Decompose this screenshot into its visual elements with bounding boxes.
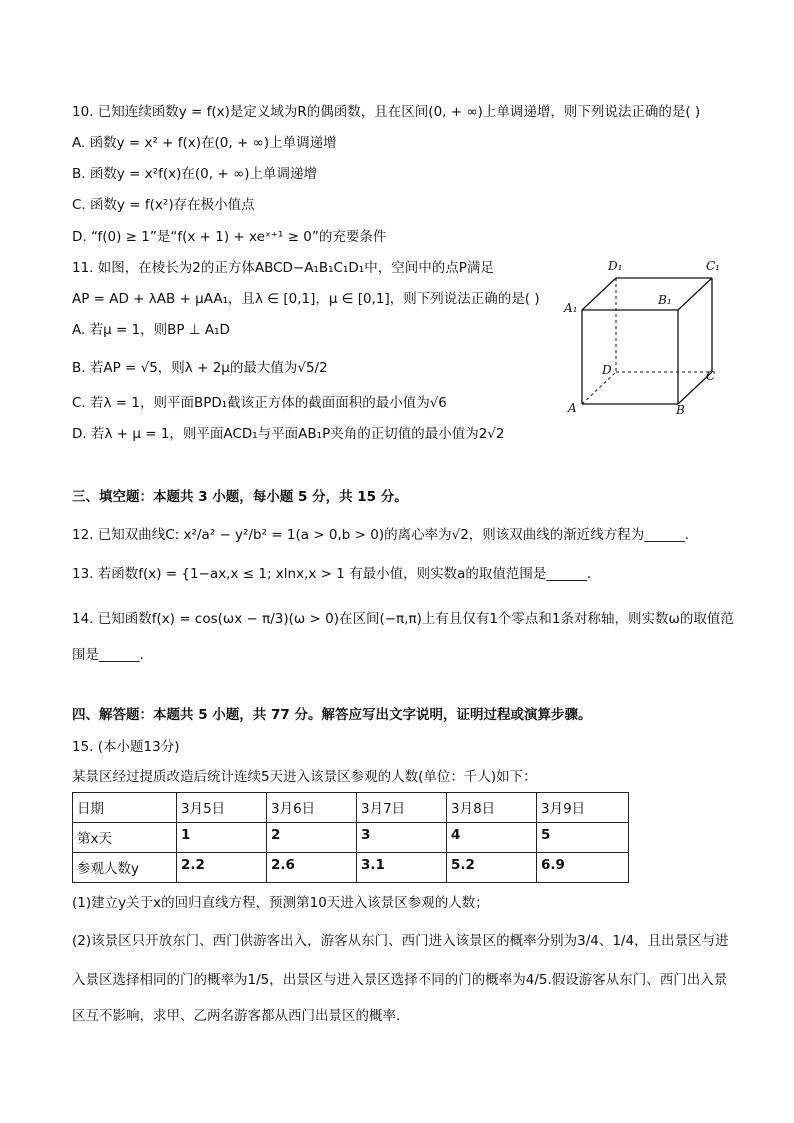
table-cell: 日期 bbox=[73, 793, 177, 823]
table-cell: 4 bbox=[447, 823, 537, 853]
q11-stem-line2: AP = AD + λAB + μAA₁，且λ ∈ [0,1]，μ ∈ [0,1]，则下列说法正确的是( ) bbox=[72, 291, 540, 307]
q13: 13. 若函数f(x) = {1−ax,x ≤ 1; xlnx,x > 1 有最小值，则实数a的取值范围是______. bbox=[72, 566, 592, 582]
q15-intro: 某景区经过提质改造后统计连续5天进入该景区参观的人数(单位：千人)如下： bbox=[72, 769, 537, 785]
table-cell: 5.2 bbox=[447, 853, 537, 883]
table-cell: 2 bbox=[267, 823, 357, 853]
section3-heading: 三、填空题：本题共 3 小题，每小题 5 分，共 15 分。 bbox=[72, 489, 408, 505]
table-cell: 5 bbox=[537, 823, 629, 853]
q10-option-c: C. 函数y = f(x²)存在极小值点 bbox=[72, 197, 255, 213]
q15-part2-line3: 区互不影响，求甲、乙两名游客都从西门出景区的概率. bbox=[72, 1008, 401, 1024]
table-cell: 参观人数y bbox=[73, 853, 177, 883]
table-cell: 3月8日 bbox=[447, 793, 537, 823]
q15-part2-line1: (2)该景区只开放东门、西门供游客出入，游客从东门、西门进入该景区的概率分别为3/4、1/4，且出景区与进 bbox=[72, 933, 729, 949]
q11-option-c: C. 若λ = 1，则平面BPD₁截该正方体的截面面积的最小值为√6 bbox=[72, 395, 447, 411]
q14-line2: 围是______. bbox=[72, 647, 144, 663]
cube-figure bbox=[560, 250, 730, 420]
q15-part1: (1)建立y关于x的回归直线方程，预测第10天进入该景区参观的人数； bbox=[72, 895, 489, 911]
q11-stem-line1: 11. 如图，在棱长为2的正方体ABCD−A₁B₁C₁D₁中，空间中的点P满足 bbox=[72, 260, 494, 276]
label-b: B bbox=[676, 403, 685, 417]
q15-title: 15. (本小题13分) bbox=[72, 739, 180, 755]
table-cell: 3月5日 bbox=[177, 793, 267, 823]
q10-option-a: A. 函数y = x² + f(x)在(0, + ∞)上单调递增 bbox=[72, 135, 337, 151]
label-a: A bbox=[568, 401, 577, 415]
q15-part2-line2: 入景区选择相同的门的概率为1/5，出景区与进入景区选择不同的门的概率为4/5.假设游客从东门、西门出入景 bbox=[72, 972, 728, 988]
q11-option-b: B. 若AP = √5，则λ + 2μ的最大值为√5/2 bbox=[72, 360, 328, 376]
table-cell: 3 bbox=[357, 823, 447, 853]
q10-option-b: B. 函数y = x²f(x)在(0, + ∞)上单调递增 bbox=[72, 166, 317, 182]
q14-line1: 14. 已知函数f(x) = cos(ωx − π/3)(ω > 0)在区间(−π,π)上有且仅有1个零点和1条对称轴，则实数ω的取值范 bbox=[72, 611, 734, 627]
table-row bbox=[73, 853, 629, 883]
label-b1: B₁ bbox=[658, 293, 672, 307]
table-cell: 3月6日 bbox=[267, 793, 357, 823]
section4-heading: 四、解答题：本题共 5 小题，共 77 分。解答应写出文字说明，证明过程或演算步骤。 bbox=[72, 707, 592, 723]
table-row bbox=[73, 823, 629, 853]
table-cell: 2.2 bbox=[177, 853, 267, 883]
table-cell: 1 bbox=[177, 823, 267, 853]
label-d: D bbox=[602, 363, 612, 377]
table-cell: 3月9日 bbox=[537, 793, 629, 823]
q10-option-d: D. “f(0) ≥ 1”是“f(x + 1) + xeˣ⁺¹ ≥ 0”的充要条件 bbox=[72, 229, 387, 245]
label-c1: C₁ bbox=[706, 259, 720, 273]
table-cell: 3.1 bbox=[357, 853, 447, 883]
q11-option-d: D. 若λ + μ = 1，则平面ACD₁与平面AB₁P夹角的正切值的最小值为2√2 bbox=[72, 426, 505, 442]
q12: 12. 已知双曲线C: x²/a² − y²/b² = 1(a > 0,b > 0)的离心率为√2，则该双曲线的渐近线方程为______. bbox=[72, 527, 690, 543]
table-cell: 3月7日 bbox=[357, 793, 447, 823]
table-cell: 6.9 bbox=[537, 853, 629, 883]
q10-stem: 10. 已知连续函数y = f(x)是定义域为R的偶函数，且在区间(0, + ∞)上单调递增，则下列说法正确的是( ) bbox=[72, 104, 701, 120]
table-cell: 2.6 bbox=[267, 853, 357, 883]
label-d1: D₁ bbox=[608, 259, 623, 273]
table-cell: 第x天 bbox=[73, 823, 177, 853]
q11-option-a: A. 若μ = 1，则BP ⊥ A₁D bbox=[72, 322, 230, 338]
data-table bbox=[72, 792, 629, 883]
table-row bbox=[73, 793, 629, 823]
label-a1: A₁ bbox=[564, 301, 578, 315]
label-c: C bbox=[706, 369, 716, 383]
